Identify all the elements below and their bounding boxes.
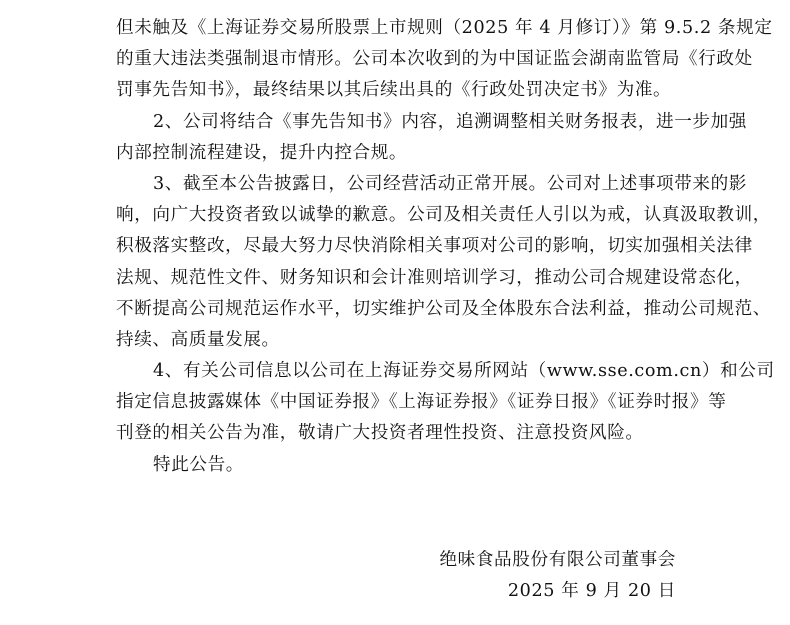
document-body (116, 13, 775, 481)
signature-date: 2025 年 9 月 20 日 (507, 581, 676, 601)
text-line: 4、有关公司信息以公司在上海证券交易所网站（www.sse.com.cn）和公司 (153, 361, 775, 382)
text-line: 内部控制流程建设，提升内控合规。 (116, 142, 408, 163)
text-line: 但未触及《上海证券交易所股票上市规则（2025 年 4 月修订）》第 9.5.2 条规定 (116, 18, 773, 38)
text-line: 特此公告。 (153, 454, 244, 475)
text-line: 指定信息披露媒体《中国证券报》《上海证券报》《证券日报》《证券时报》等 (116, 392, 727, 413)
paragraph-item-2 (116, 107, 747, 169)
text-line: 3、截至本公告披露日，公司经营活动正常开展。公司对上述事项带来的影 (153, 173, 747, 194)
paragraph-continued (116, 13, 773, 107)
text-line: 刊登的相关公告为准，敬请广大投资者理性投资、注意投资风险。 (116, 423, 644, 444)
text-line: 罚事先告知书》，最终结果以其后续出具的《行政处罚决定书》为准。 (116, 80, 672, 101)
paragraph-item-3 (116, 169, 771, 356)
text-line: 2、公司将结合《事先告知书》内容，追溯调整相关财务报表，进一步加强 (153, 111, 747, 132)
signature-organization: 绝味食品股份有限公司董事会 (439, 550, 676, 570)
text-line: 响，向广大投资者致以诚挚的歉意。公司及相关责任人引以为戒，认真汲取教训， (116, 205, 771, 226)
paragraph-item-4 (116, 356, 775, 450)
text-line: 积极落实整改，尽最大努力尽快消除相关事项对公司的影响，切实加强相关法律 (116, 236, 753, 257)
text-line: 不断提高公司规范运作水平，切实维护公司及全体股东合法利益，推动公司规范、 (116, 298, 771, 319)
text-line: 法规、规范性文件、财务知识和会计准则培训学习，推动公司合规建设常态化， (116, 267, 753, 288)
text-line: 持续、高质量发展。 (116, 329, 280, 350)
paragraph-closing (116, 450, 676, 481)
text-line: 的重大违法类强制退市情形。公司本次收到的为中国证监会湖南监管局《行政处 (116, 49, 753, 70)
